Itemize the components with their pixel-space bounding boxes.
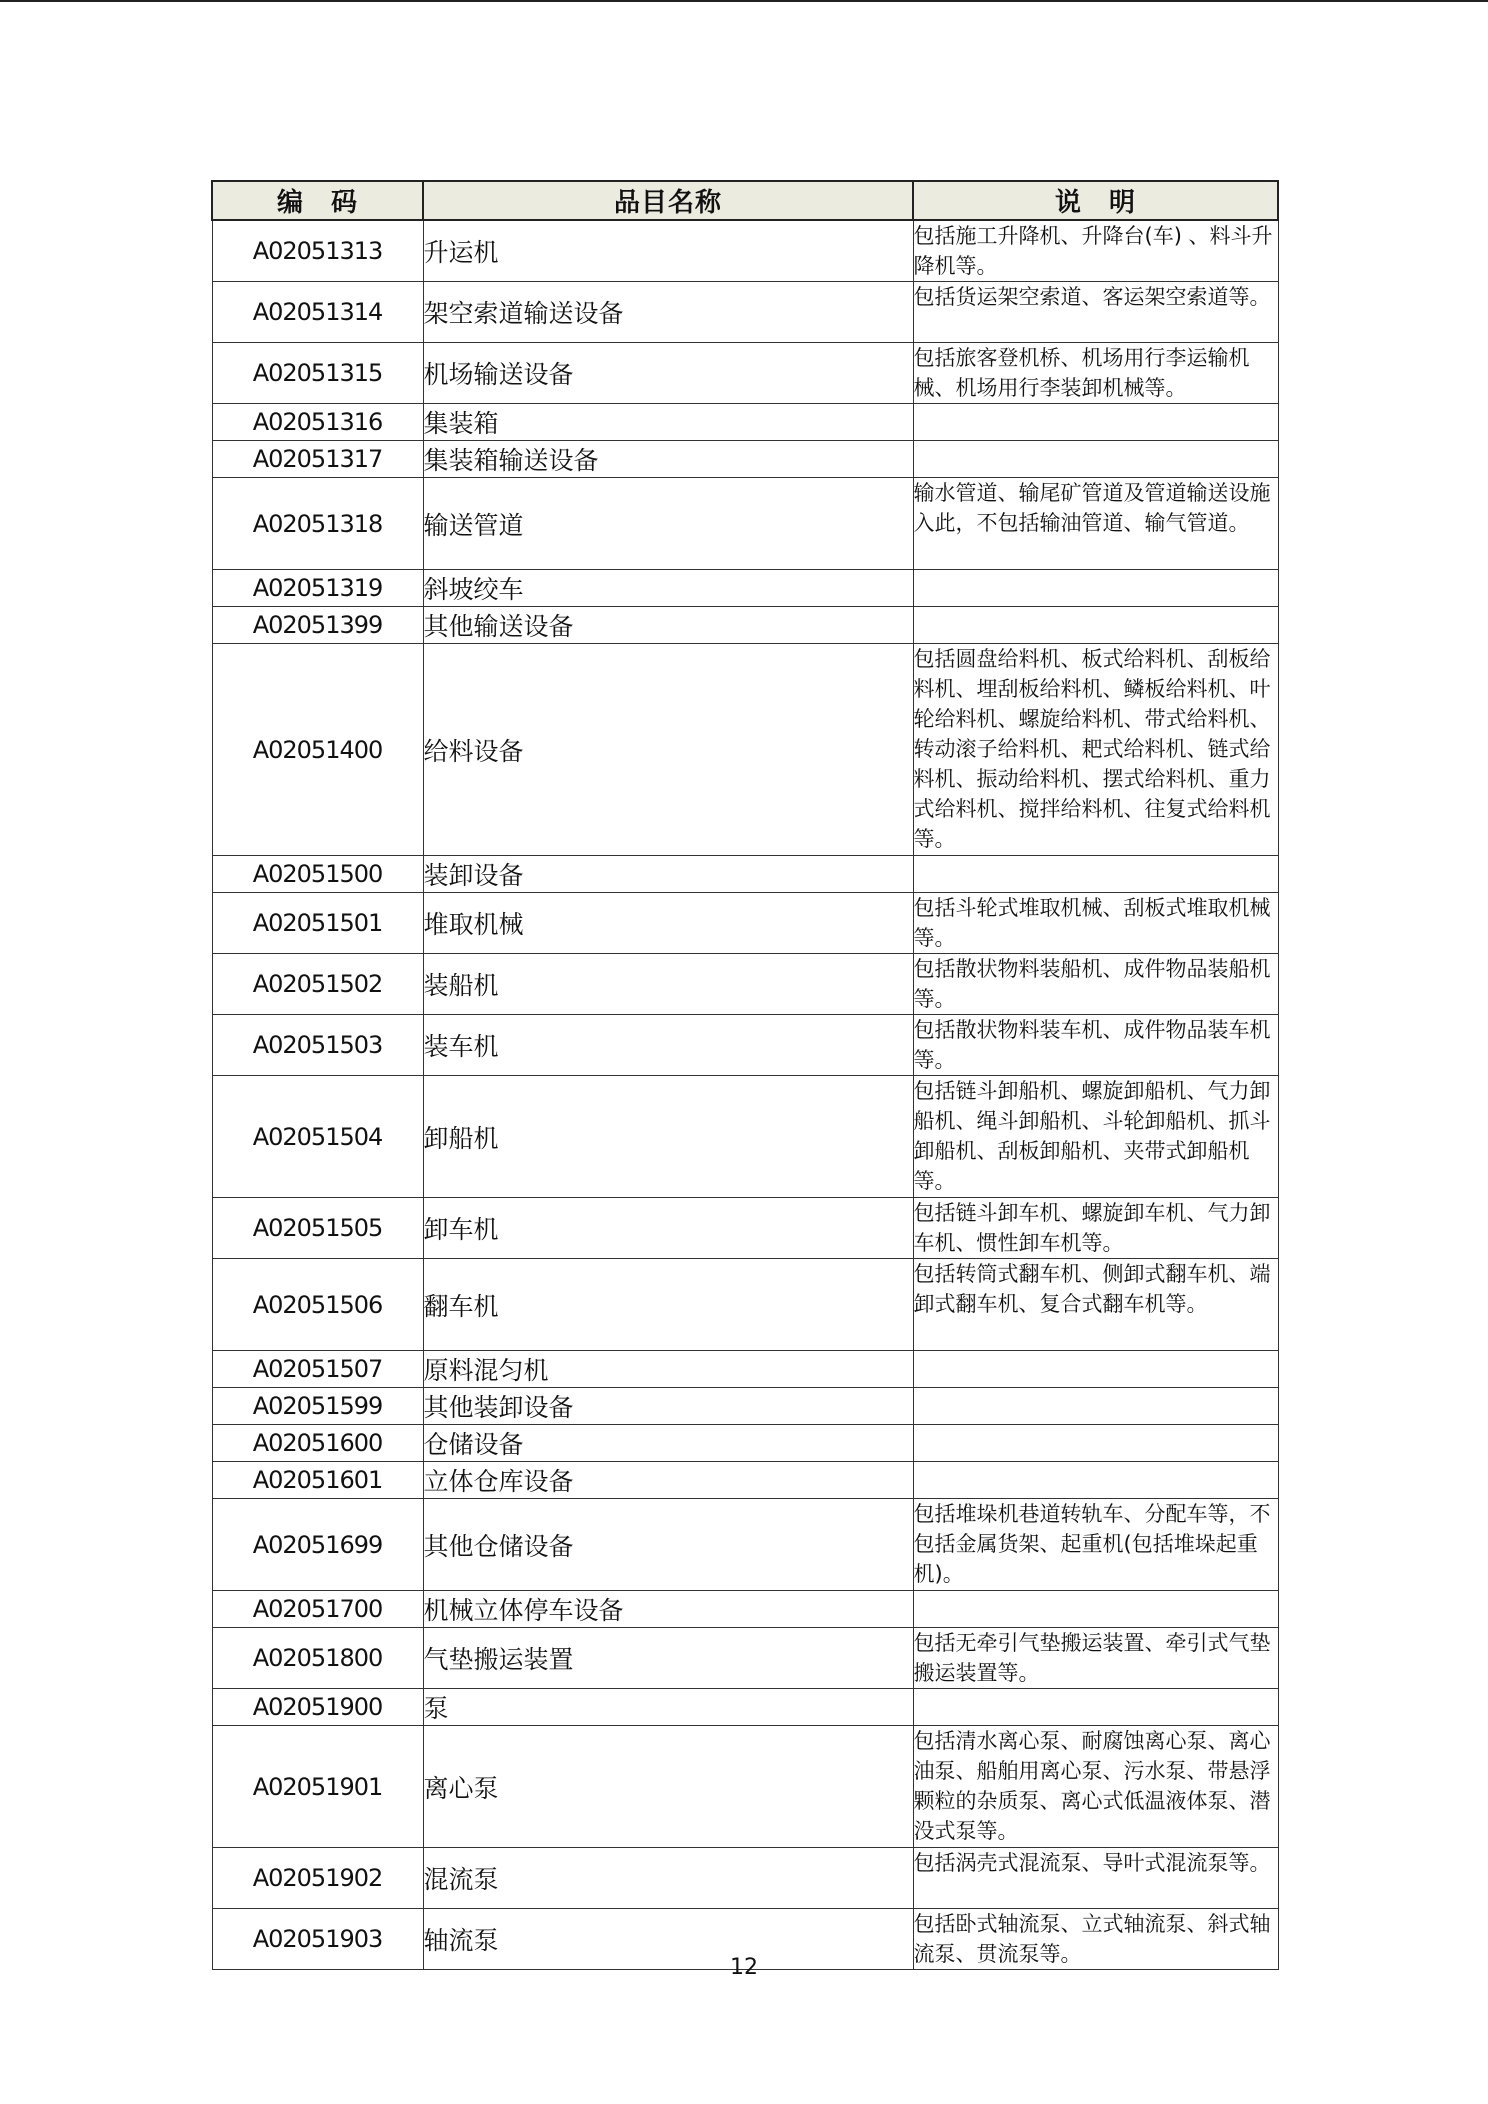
table-row	[212, 607, 1278, 644]
item-name: 其他仓储设备	[423, 1499, 913, 1591]
item-name: 升运机	[423, 220, 913, 282]
item-name: 原料混匀机	[423, 1351, 913, 1388]
table-row	[212, 1015, 1278, 1076]
item-code: A02051700	[212, 1591, 423, 1628]
header-desc: 说 明	[913, 181, 1278, 220]
item-name: 离心泵	[423, 1726, 913, 1848]
item-description	[913, 1591, 1278, 1628]
item-name: 翻车机	[423, 1259, 913, 1351]
item-code: A02051315	[212, 343, 423, 404]
table-row	[212, 856, 1278, 893]
table-row	[212, 1689, 1278, 1726]
item-name: 装卸设备	[423, 856, 913, 893]
item-code: A02051319	[212, 570, 423, 607]
item-code: A02051399	[212, 607, 423, 644]
table-row	[212, 954, 1278, 1015]
item-code: A02051601	[212, 1462, 423, 1499]
item-description: 输水管道、输尾矿管道及管道输送设施入此，不包括输油管道、输气管道。	[913, 478, 1278, 570]
item-code: A02051506	[212, 1259, 423, 1351]
item-code: A02051316	[212, 404, 423, 441]
item-name: 集装箱	[423, 404, 913, 441]
item-code: A02051502	[212, 954, 423, 1015]
table-row	[212, 1351, 1278, 1388]
item-code: A02051903	[212, 1909, 423, 1970]
table-row	[212, 644, 1278, 856]
item-code: A02051599	[212, 1388, 423, 1425]
item-description: 包括无牵引气垫搬运装置、牵引式气垫搬运装置等。	[913, 1628, 1278, 1689]
table-row	[212, 441, 1278, 478]
header-row	[212, 181, 1278, 220]
item-description: 包括散状物料装船机、成件物品装船机等。	[913, 954, 1278, 1015]
table-row	[212, 1628, 1278, 1689]
item-description	[913, 1351, 1278, 1388]
item-description: 包括链斗卸车机、螺旋卸车机、气力卸车机、惯性卸车机等。	[913, 1198, 1278, 1259]
table-row	[212, 1848, 1278, 1909]
item-description: 包括链斗卸船机、螺旋卸船机、气力卸船机、绳斗卸船机、斗轮卸船机、抓斗卸船机、刮板卸船机、夹带式卸船机等。	[913, 1076, 1278, 1198]
item-code: A02051600	[212, 1425, 423, 1462]
item-code: A02051313	[212, 220, 423, 282]
item-description	[913, 1689, 1278, 1726]
table-row	[212, 1591, 1278, 1628]
item-name: 轴流泵	[423, 1909, 913, 1970]
table-row	[212, 404, 1278, 441]
item-name: 装车机	[423, 1015, 913, 1076]
item-code: A02051901	[212, 1726, 423, 1848]
item-name: 给料设备	[423, 644, 913, 856]
header-code: 编 码	[212, 181, 423, 220]
item-name: 气垫搬运装置	[423, 1628, 913, 1689]
table-row	[212, 893, 1278, 954]
item-code: A02051504	[212, 1076, 423, 1198]
table-row	[212, 570, 1278, 607]
table-row	[212, 1499, 1278, 1591]
item-name: 仓储设备	[423, 1425, 913, 1462]
table-row	[212, 1198, 1278, 1259]
item-description	[913, 1388, 1278, 1425]
item-code: A02051501	[212, 893, 423, 954]
item-name: 混流泵	[423, 1848, 913, 1909]
table-row	[212, 1425, 1278, 1462]
item-name: 卸车机	[423, 1198, 913, 1259]
item-description: 包括清水离心泵、耐腐蚀离心泵、离心油泵、船舶用离心泵、污水泵、带悬浮颗粒的杂质泵、离心式低温液体泵、潜没式泵等。	[913, 1726, 1278, 1848]
item-description: 包括涡壳式混流泵、导叶式混流泵等。	[913, 1848, 1278, 1909]
item-name: 堆取机械	[423, 893, 913, 954]
item-code: A02051507	[212, 1351, 423, 1388]
item-description	[913, 856, 1278, 893]
table-row	[212, 1726, 1278, 1848]
item-description	[913, 1462, 1278, 1499]
item-description: 包括卧式轴流泵、立式轴流泵、斜式轴流泵、贯流泵等。	[913, 1909, 1278, 1970]
item-name: 机场输送设备	[423, 343, 913, 404]
item-description: 包括堆垛机巷道转轨车、分配车等，不包括金属货架、起重机(包括堆垛起重机)。	[913, 1499, 1278, 1591]
item-description	[913, 404, 1278, 441]
item-description: 包括转筒式翻车机、侧卸式翻车机、端卸式翻车机、复合式翻车机等。	[913, 1259, 1278, 1351]
catalog-table	[211, 180, 1279, 1970]
item-name: 架空索道输送设备	[423, 282, 913, 343]
item-name: 输送管道	[423, 478, 913, 570]
table-row	[212, 1259, 1278, 1351]
item-description: 包括斗轮式堆取机械、刮板式堆取机械等。	[913, 893, 1278, 954]
item-name: 卸船机	[423, 1076, 913, 1198]
item-code: A02051699	[212, 1499, 423, 1591]
item-description	[913, 441, 1278, 478]
item-code: A02051314	[212, 282, 423, 343]
item-description: 包括施工升降机、升降台(车) 、料斗升降机等。	[913, 220, 1278, 282]
item-code: A02051503	[212, 1015, 423, 1076]
item-code: A02051800	[212, 1628, 423, 1689]
table-row	[212, 220, 1278, 282]
table-row	[212, 1076, 1278, 1198]
table-row	[212, 282, 1278, 343]
page-top-border	[0, 0, 1488, 2]
item-description: 包括散状物料装车机、成件物品装车机等。	[913, 1015, 1278, 1076]
table-row	[212, 1462, 1278, 1499]
page-number: 12	[730, 1955, 758, 1980]
item-code: A02051317	[212, 441, 423, 478]
item-name: 立体仓库设备	[423, 1462, 913, 1499]
item-description	[913, 607, 1278, 644]
item-code: A02051505	[212, 1198, 423, 1259]
table-row	[212, 1388, 1278, 1425]
item-name: 其他输送设备	[423, 607, 913, 644]
item-name: 其他装卸设备	[423, 1388, 913, 1425]
item-code: A02051902	[212, 1848, 423, 1909]
table-row	[212, 343, 1278, 404]
item-code: A02051318	[212, 478, 423, 570]
item-code: A02051500	[212, 856, 423, 893]
item-name: 斜坡绞车	[423, 570, 913, 607]
item-description	[913, 1425, 1278, 1462]
item-description: 包括旅客登机桥、机场用行李运输机械、机场用行李装卸机械等。	[913, 343, 1278, 404]
item-name: 装船机	[423, 954, 913, 1015]
item-description: 包括货运架空索道、客运架空索道等。	[913, 282, 1278, 343]
item-name: 集装箱输送设备	[423, 441, 913, 478]
item-description	[913, 570, 1278, 607]
header-name: 品目名称	[423, 181, 913, 220]
item-code: A02051400	[212, 644, 423, 856]
table-row	[212, 478, 1278, 570]
item-name: 泵	[423, 1689, 913, 1726]
item-description: 包括圆盘给料机、板式给料机、刮板给料机、埋刮板给料机、鳞板给料机、叶轮给料机、螺旋给料机、带式给料机、转动滚子给料机、耙式给料机、链式给料机、振动给料机、摆式给料机、重力式给料机、搅拌给料机、往复式给料机等。	[913, 644, 1278, 856]
item-name: 机械立体停车设备	[423, 1591, 913, 1628]
item-code: A02051900	[212, 1689, 423, 1726]
